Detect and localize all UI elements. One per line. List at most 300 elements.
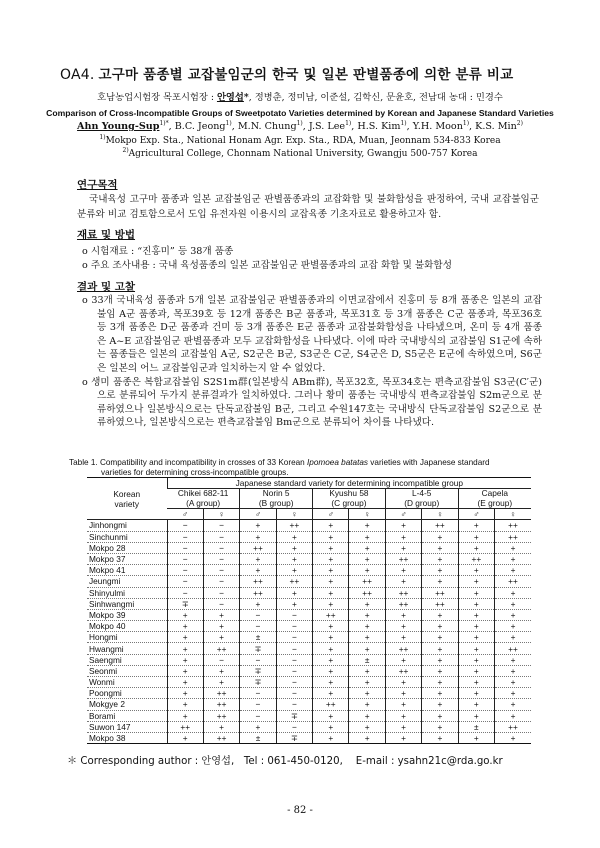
compatibility-cell: +: [349, 553, 385, 564]
coauthor-4: , H.S. Kim: [351, 121, 401, 132]
sup-1: 1): [462, 120, 470, 127]
compatibility-cell: +: [422, 609, 458, 620]
footnote-tel: Tel : 061-450-0120,: [243, 756, 343, 767]
group-name: Norin 5: [262, 488, 290, 499]
table-row: [87, 531, 531, 542]
compatibility-cell: +: [313, 643, 349, 654]
variety-cell: Mokpo 41: [87, 565, 167, 576]
compatibility-cell: +: [313, 710, 349, 721]
compatibility-cell: +: [349, 542, 385, 553]
compatibility-cell: −: [276, 677, 312, 688]
compatibility-cell: ++: [276, 520, 312, 531]
female-symbol: ♀: [349, 509, 385, 520]
group-header: [313, 489, 386, 509]
sup-1: 1): [400, 120, 407, 127]
group-header: [385, 489, 458, 509]
compatibility-cell: ±: [240, 732, 276, 743]
compatibility-cell: +: [385, 520, 421, 531]
compatibility-cell: +: [458, 699, 494, 710]
group-name: Kyushu 58: [329, 488, 369, 499]
footnote-label: ＊ Corresponding author : 안영섭,: [67, 756, 235, 767]
english-title: Comparison of Cross-Incompatible Groups of Sweetpotato Varieties determined by Korean and Japanese Standard Varieties: [46, 108, 554, 118]
compatibility-cell: +: [349, 677, 385, 688]
affiliation-2-text: Agricultural College, Chonnam National University, Gwangju 500-757 Korea: [128, 149, 478, 159]
compatibility-cell: ∓: [240, 643, 276, 654]
korean-authors: [0, 89, 600, 103]
compatibility-cell: +: [458, 643, 494, 654]
compatibility-cell: ∓: [240, 677, 276, 688]
corresponding-mark: *: [243, 92, 249, 103]
compatibility-cell: ++: [313, 699, 349, 710]
compatibility-cell: +: [349, 565, 385, 576]
variety-cell: Hongmi: [87, 632, 167, 643]
compatibility-cell: ++: [203, 732, 239, 743]
group-header: [458, 489, 531, 509]
methods-item-2: o 주요 조사내용 : 국내 육성품종의 일본 교잡불임군 판별품종과의 교잡 화합 및 불화합성: [82, 260, 452, 271]
compatibility-cell: +: [240, 598, 276, 609]
compatibility-cell: +: [422, 542, 458, 553]
compatibility-cell: +: [203, 632, 239, 643]
compatibility-cell: +: [385, 732, 421, 743]
purpose-text: 국내육성 고구마 품종과 일본 교잡불임군 판별품종과의 교잡화합 및 불화합성을 판정하여, 국내 교잡불임군 분류와 비교 검토함으로서 도입 유전자원 이용시의 교잡육종 기초자료로 활용하고자 함.: [77, 194, 539, 220]
compatibility-cell: +: [167, 677, 203, 688]
variety-cell: Jeungmi: [87, 576, 167, 587]
compatibility-cell: +: [313, 665, 349, 676]
compatibility-cell: ∓: [240, 665, 276, 676]
compatibility-cell: +: [495, 598, 531, 609]
compatibility-cell: +: [240, 565, 276, 576]
table-row: [87, 643, 531, 654]
compatibility-cell: +: [495, 732, 531, 743]
variety-cell: Suwon 147: [87, 721, 167, 732]
compatibility-cell: ++: [385, 665, 421, 676]
compatibility-cell: +: [349, 520, 385, 531]
compatibility-cell: +: [422, 665, 458, 676]
compatibility-cell: +: [276, 531, 312, 542]
compatibility-cell: +: [167, 710, 203, 721]
compatibility-cell: +: [167, 732, 203, 743]
compatibility-cell: +: [422, 621, 458, 632]
compatibility-cell: −: [276, 721, 312, 732]
variety-cell: Sinchunmi: [87, 531, 167, 542]
compatibility-cell: −: [203, 576, 239, 587]
compatibility-cell: +: [349, 732, 385, 743]
compatibility-cell: −: [203, 520, 239, 531]
compatibility-cell: +: [495, 553, 531, 564]
compatibility-cell: −: [240, 699, 276, 710]
sup-1: 1): [345, 120, 352, 127]
compatibility-cell: −: [276, 632, 312, 643]
compatibility-cell: +: [240, 553, 276, 564]
compatibility-cell: +: [313, 598, 349, 609]
compatibility-cell: −: [276, 699, 312, 710]
compatibility-cell: +: [313, 721, 349, 732]
compatibility-cell: +: [458, 542, 494, 553]
compatibility-cell: ++: [495, 643, 531, 654]
compatibility-cell: +: [349, 531, 385, 542]
compatibility-cell: +: [349, 609, 385, 620]
compatibility-cell: +: [276, 598, 312, 609]
variety-cell: Wonmi: [87, 677, 167, 688]
compatibility-cell: ++: [203, 699, 239, 710]
variety-cell: Saengmi: [87, 654, 167, 665]
group-name: Capela: [481, 488, 508, 499]
table-row: [87, 576, 531, 587]
compatibility-cell: +: [313, 688, 349, 699]
compatibility-cell: +: [276, 553, 312, 564]
compatibility-cell: +: [422, 531, 458, 542]
footnote: [67, 752, 503, 767]
species-name: Ipomoea batatas: [307, 458, 369, 467]
compatibility-cell: ++: [240, 587, 276, 598]
table-row: [87, 542, 531, 553]
compatibility-cell: +: [203, 665, 239, 676]
male-symbol: ♂: [385, 509, 421, 520]
compatibility-cell: +: [167, 632, 203, 643]
compatibility-cell: −: [167, 520, 203, 531]
table-body: [87, 520, 531, 744]
compatibility-cell: +: [167, 643, 203, 654]
coauthors-korean: , 정병춘, 정미남, 이준설, 김학신, 문윤호, 전남대 농대 : 민경수: [248, 92, 503, 103]
compatibility-cell: ++: [422, 598, 458, 609]
variety-cell: Mokpo 38: [87, 732, 167, 743]
coauthor-2: , M.N. Chung: [231, 121, 297, 132]
compatibility-cell: −: [167, 576, 203, 587]
compatibility-cell: +: [349, 621, 385, 632]
compatibility-cell: +: [495, 677, 531, 688]
compatibility-cell: +: [422, 677, 458, 688]
compatibility-cell: ++: [203, 643, 239, 654]
compatibility-cell: +: [349, 643, 385, 654]
male-symbol: ♂: [458, 509, 494, 520]
sup-1: 1): [225, 120, 232, 127]
compatibility-cell: −: [240, 654, 276, 665]
compatibility-cell: ±: [458, 721, 494, 732]
table-row: [87, 654, 531, 665]
compatibility-cell: +: [495, 565, 531, 576]
compatibility-cell: +: [458, 677, 494, 688]
group-label: (A group): [186, 497, 221, 508]
results-item-1: o 33개 국내육성 품종과 5개 일본 교잡불임군 판별품종과의 이면교잡에서 진홍미 등 8개 품종은 일본의 교잡불임 A군 품종과, 목포39호 등 12개 품종은 B군 품종과, 목포31호 등 3개 품종은 C군 품종과, 목포36호 등 3개 품종은 D군 품종과 건미 등 3개 품종은 E군 품종과 교잡불화합성을 나타냈으며, 온미 등 4개 품종은 A~E 교잡불임군 판별품종과 모두 교잡화합성을 나타냈다. 이에 따라 국내방식의 교잡불임 S1군에 속하는 품종들은 일본의 교잡불임 A군, S2군은 B군, S3군은 C군, S4군은 D, S5군은 E군에 속하였으며, S6군은 일본의 어느 교잡불임군과 일치하는지 알 수 없었다.: [82, 295, 542, 374]
variety-cell: Mokpo 40: [87, 621, 167, 632]
caption-text-b: varieties with Japanese standard: [368, 458, 490, 467]
compatibility-cell: +: [276, 542, 312, 553]
group-label: (D group): [404, 497, 440, 508]
compatibility-cell: +: [385, 699, 421, 710]
female-symbol: ♀: [276, 509, 312, 520]
compatibility-cell: +: [458, 732, 494, 743]
female-symbol: ♀: [203, 509, 239, 520]
compatibility-cell: +: [167, 688, 203, 699]
compatibility-cell: +: [458, 598, 494, 609]
table-row: [87, 587, 531, 598]
compatibility-cell: +: [349, 665, 385, 676]
abstract-code: OA4.: [60, 67, 95, 83]
compatibility-cell: +: [458, 621, 494, 632]
compatibility-cell: ++: [203, 710, 239, 721]
table-row: [87, 609, 531, 620]
compatibility-cell: −: [203, 654, 239, 665]
row-header-line-1: Korean: [113, 488, 141, 499]
compatibility-cell: ++: [495, 520, 531, 531]
sup-2: 2): [122, 147, 129, 154]
compatibility-cell: ++: [240, 542, 276, 553]
compatibility-cell: +: [458, 654, 494, 665]
compatibility-cell: +: [385, 531, 421, 542]
compatibility-cell: +: [495, 587, 531, 598]
sup-1: 1): [296, 120, 303, 127]
row-header: [87, 478, 167, 520]
compatibility-cell: ++: [167, 721, 203, 732]
group-header: [167, 489, 240, 509]
compatibility-cell: −: [276, 688, 312, 699]
compatibility-cell: +: [385, 721, 421, 732]
compatibility-cell: +: [385, 677, 421, 688]
male-symbol: ♂: [313, 509, 349, 520]
compatibility-cell: +: [385, 576, 421, 587]
table-row: [87, 688, 531, 699]
compatibility-cell: ++: [313, 609, 349, 620]
table-row: [87, 621, 531, 632]
compatibility-cell: −: [240, 688, 276, 699]
compatibility-cell: +: [167, 665, 203, 676]
variety-cell: Mokpo 39: [87, 609, 167, 620]
compatibility-cell: +: [495, 542, 531, 553]
compatibility-cell: ++: [349, 576, 385, 587]
compatibility-cell: +: [458, 520, 494, 531]
lead-author-english: Ahn Young-Sup: [77, 121, 160, 132]
compatibility-cell: +: [458, 531, 494, 542]
compatibility-cell: +: [422, 699, 458, 710]
compatibility-cell: +: [458, 565, 494, 576]
compatibility-cell: +: [349, 632, 385, 643]
group-name: Chikei 682-11: [177, 488, 229, 499]
table-row: [87, 598, 531, 609]
compatibility-cell: +: [422, 654, 458, 665]
variety-cell: Mokpo 37: [87, 553, 167, 564]
compatibility-cell: +: [458, 576, 494, 587]
compatibility-cell: +: [313, 565, 349, 576]
compatibility-cell: ++: [203, 688, 239, 699]
female-symbol: ♀: [495, 509, 531, 520]
compatibility-cell: −: [167, 565, 203, 576]
variety-cell: Mokgye 2: [87, 699, 167, 710]
compatibility-cell: ++: [495, 531, 531, 542]
male-symbol: ♂: [167, 509, 203, 520]
results-item-2: o 생미 품종은 복합교잡불임 S2S1m群(일본방식 ABm群), 목포32호, 목포34호는 편측교잡불임 S3군(C′군)으로 분류되어 두가지 분류결과가 일치하였다. 그러나 황미 품종는 국내방식 편측교잡불임 S2m군으로 분류하였으나 일본방식으로는 단독교잡불임 B군, 그리고 수원147호는 국내방식 단독교잡불임 S2군으로 분류하였으나, 일본방식으로는 편측교잡불임 Bm군으로 분류되어 차이를 나타냈다.: [82, 376, 542, 429]
caption-line-2: varieties for determining cross-incompatible groups.: [101, 468, 289, 477]
lead-author-sup: 1)*: [159, 120, 169, 127]
compatibility-cell: +: [422, 721, 458, 732]
compatibility-cell: +: [422, 553, 458, 564]
compatibility-cell: +: [422, 688, 458, 699]
compatibility-cell: +: [313, 732, 349, 743]
group-header: [240, 489, 313, 509]
male-symbol: ♂: [240, 509, 276, 520]
affiliation-2: [0, 149, 600, 159]
compatibility-cell: −: [167, 587, 203, 598]
variety-cell: Jinhongmi: [87, 520, 167, 531]
group-label: (E group): [477, 497, 513, 508]
compatibility-cell: +: [385, 542, 421, 553]
compatibility-cell: +: [385, 565, 421, 576]
group-label: (B group): [258, 497, 294, 508]
compatibility-cell: +: [313, 677, 349, 688]
compatibility-cell: −: [276, 665, 312, 676]
compatibility-cell: +: [495, 609, 531, 620]
compatibility-cell: −: [276, 654, 312, 665]
compatibility-cell: ++: [422, 587, 458, 598]
compatibility-cell: +: [495, 710, 531, 721]
compatibility-cell: ++: [495, 576, 531, 587]
purpose-heading: 연구목적: [77, 179, 118, 191]
compatibility-cell: ++: [495, 721, 531, 732]
compatibility-cell: ++: [385, 553, 421, 564]
compatibility-cell: +: [422, 643, 458, 654]
variety-cell: Borami: [87, 710, 167, 721]
compatibility-cell: +: [458, 587, 494, 598]
table-row: [87, 565, 531, 576]
variety-cell: Sinhwangmi: [87, 598, 167, 609]
table-caption: [69, 458, 549, 478]
table-row: [87, 710, 531, 721]
compatibility-cell: +: [203, 621, 239, 632]
compatibility-cell: +: [203, 609, 239, 620]
compatibility-cell: −: [276, 643, 312, 654]
sup-1: 1): [99, 134, 106, 141]
compatibility-cell: −: [276, 621, 312, 632]
compatibility-cell: +: [349, 699, 385, 710]
table-row: [87, 632, 531, 643]
variety-cell: Mokpo 28: [87, 542, 167, 553]
compatibility-cell: +: [276, 565, 312, 576]
compatibility-cell: +: [458, 710, 494, 721]
compatibility-cell: +: [385, 621, 421, 632]
compatibility-cell: +: [313, 576, 349, 587]
female-symbol: ♀: [422, 509, 458, 520]
compatibility-cell: −: [167, 542, 203, 553]
compatibility-cell: −: [203, 598, 239, 609]
compatibility-cell: +: [313, 531, 349, 542]
compatibility-cell: +: [276, 587, 312, 598]
variety-cell: Shinyulmi: [87, 587, 167, 598]
lead-author-korean: 안영섭: [216, 92, 244, 103]
compatibility-cell: +: [313, 632, 349, 643]
title-text: 고구마 품종별 교잡불임군의 한국 및 일본 판별품종에 의한 분류 비교: [98, 67, 514, 83]
compatibility-cell: −: [276, 609, 312, 620]
compatibility-cell: +: [385, 632, 421, 643]
results-body: [82, 294, 542, 430]
compatibility-cell: −: [203, 587, 239, 598]
compatibility-cell: +: [313, 553, 349, 564]
compatibility-cell: ++: [385, 587, 421, 598]
table-row: [87, 665, 531, 676]
compatibility-cell: +: [495, 688, 531, 699]
compatibility-cell: ±: [240, 632, 276, 643]
compatibility-cell: +: [422, 632, 458, 643]
compatibility-cell: +: [495, 632, 531, 643]
methods-item-1: o 시험재료 : “진홍미” 등 38개 품종: [82, 246, 234, 257]
compatibility-cell: +: [203, 677, 239, 688]
compatibility-cell: ++: [458, 553, 494, 564]
compatibility-cell: +: [349, 721, 385, 732]
methods-heading: 재료 및 방법: [77, 229, 136, 241]
compatibility-cell: −: [240, 710, 276, 721]
compatibility-cell: +: [240, 531, 276, 542]
coauthor-3: , J.S. Lee: [302, 121, 346, 132]
table-row: [87, 699, 531, 710]
variety-cell: Seonmi: [87, 665, 167, 676]
compatibility-cell: +: [422, 576, 458, 587]
compatibility-cell: +: [495, 699, 531, 710]
group-name: L-4-5: [412, 488, 432, 499]
compatibility-cell: ±: [349, 654, 385, 665]
variety-cell: Poongmi: [87, 688, 167, 699]
compatibility-cell: +: [167, 621, 203, 632]
compatibility-cell: ++: [385, 643, 421, 654]
compatibility-cell: +: [349, 710, 385, 721]
compatibility-cell: +: [167, 699, 203, 710]
compatibility-cell: +: [458, 609, 494, 620]
compatibility-cell: −: [203, 542, 239, 553]
compatibility-cell: +: [458, 688, 494, 699]
table-row: [87, 721, 531, 732]
page-number: - 82 -: [287, 805, 313, 816]
compatibility-cell: +: [240, 520, 276, 531]
compatibility-cell: +: [458, 632, 494, 643]
compatibility-cell: ++: [422, 520, 458, 531]
compatibility-cell: +: [313, 587, 349, 598]
caption-text-a: Table 1. Compatibility and incompatibility in crosses of 33 Korean: [69, 458, 308, 467]
compatibility-cell: +: [422, 732, 458, 743]
compatibility-cell: −: [203, 553, 239, 564]
compatibility-cell: +: [385, 688, 421, 699]
compatibility-cell: ∓: [276, 710, 312, 721]
compatibility-cell: +: [349, 688, 385, 699]
compatibility-cell: −: [240, 609, 276, 620]
affiliation-1-text: Mokpo Exp. Sta., National Honam Agr. Exp. Sta., RDA, Muan, Jeonnam 534-833 Korea: [105, 136, 501, 146]
table-row: [87, 732, 531, 743]
compatibility-cell: ++: [385, 598, 421, 609]
compatibility-cell: −: [240, 621, 276, 632]
affiliation-1: [0, 136, 600, 146]
compatibility-cell: −: [203, 565, 239, 576]
compatibility-cell: +: [313, 542, 349, 553]
compatibility-table: [87, 477, 531, 744]
span-header: Japanese standard variety for determining incompatible group: [167, 478, 531, 489]
variety-cell: Hwangmi: [87, 643, 167, 654]
compatibility-cell: ++: [240, 576, 276, 587]
table-row: [87, 677, 531, 688]
row-header-line-2: variety: [114, 498, 139, 509]
compatibility-cell: +: [495, 665, 531, 676]
footnote-email: E-mail : ysahn21c@rda.go.kr: [355, 756, 503, 767]
compatibility-cell: +: [422, 565, 458, 576]
table-span-header-row: [87, 478, 531, 489]
compatibility-cell: +: [422, 710, 458, 721]
group-label: (C group): [331, 497, 367, 508]
compatibility-cell: +: [313, 654, 349, 665]
purpose-paragraph: [77, 193, 539, 222]
compatibility-cell: ∓: [276, 732, 312, 743]
table-row: [87, 553, 531, 564]
compatibility-cell: +: [385, 654, 421, 665]
coauthor-6: , K.S. Min: [469, 121, 517, 132]
compatibility-cell: ++: [349, 587, 385, 598]
table-row: [87, 520, 531, 531]
compatibility-cell: +: [240, 721, 276, 732]
compatibility-cell: −: [167, 531, 203, 542]
